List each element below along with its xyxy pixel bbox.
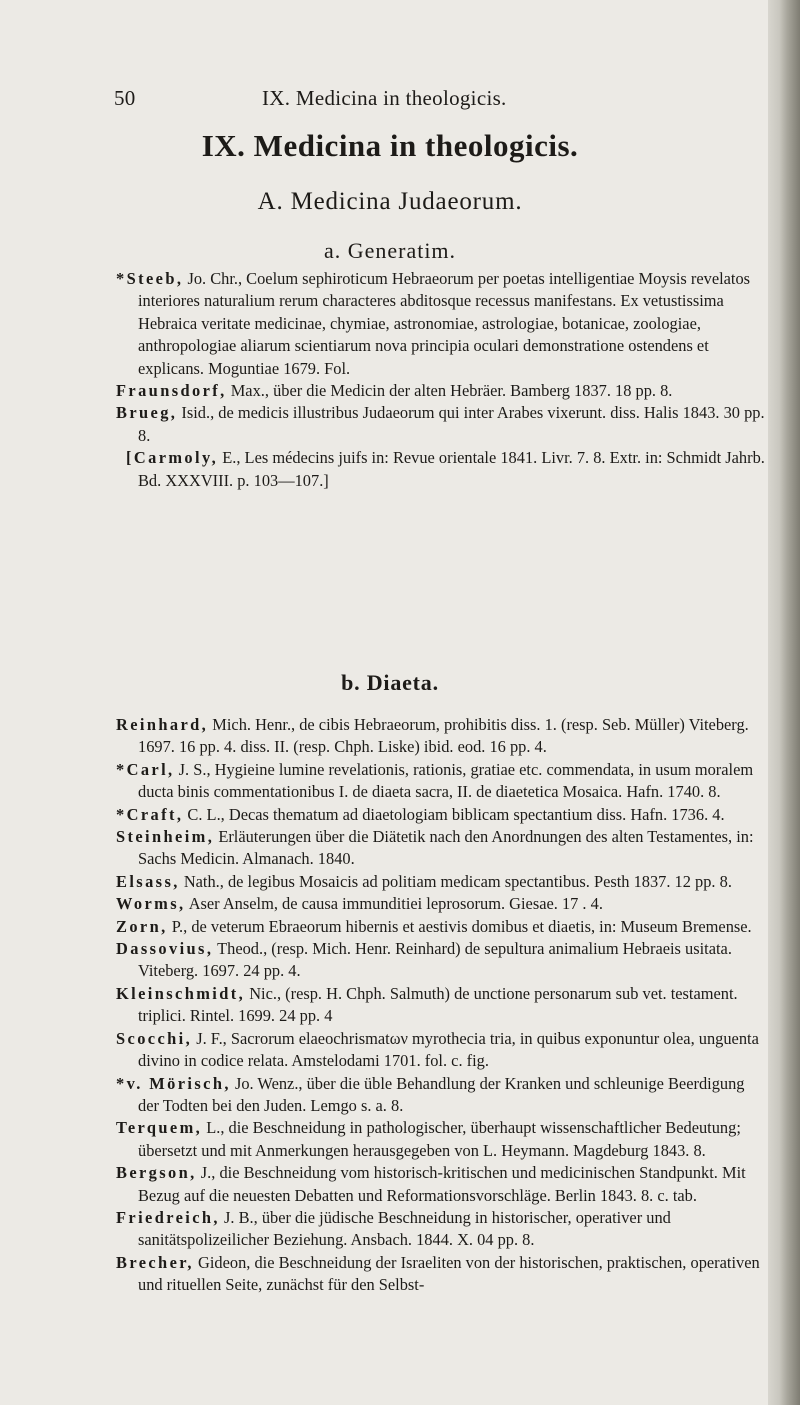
entry-text: Aser Anselm, de causa immunditiei leprosorum. Giesae. 17 . 4. [185, 894, 603, 914]
entry-author: Steinheim, [116, 827, 215, 847]
bibliography-entry [116, 714, 766, 759]
entry-author: Friedreich, [116, 1207, 220, 1227]
bibliography-entry [116, 871, 766, 893]
entry-text: Isid., de medicis illustribus Judaeorum qui inter Arabes vixerunt. diss. Halis 1843. 30 pp. 8. [138, 403, 765, 445]
entry-text: Nic., (resp. H. Chph. Salmuth) de unctione personarum sub vet. testament. triplici. Rintel. 1699. 24 pp. 4 [138, 983, 738, 1026]
entry-author: Elsass, [116, 871, 180, 891]
bibliography-entry [116, 380, 766, 402]
entry-author: Brecher, [116, 1252, 194, 1272]
bibliography-entry [116, 1117, 766, 1162]
entry-text: Theod., (resp. Mich. Henr. Reinhard) de sepultura animalium Hebraeis usitata. Viteberg. 1697. 24 pp. 4. [138, 939, 732, 981]
entry-author: Fraunsdorf, [116, 381, 227, 401]
bibliography-list-diaeta [116, 714, 766, 1297]
entry-author: Zorn, [116, 916, 168, 936]
running-title: IX. Medicina in theologicis. [262, 86, 507, 110]
entry-text: Gideon, die Beschneidung der Israeliten von der historischen, praktischen, operativen und rituellen Seite, zunächst für den Selbst- [138, 1252, 760, 1295]
entry-text: Jo. Wenz., über die üble Behandlung der Kranken und schleunige Beerdigung der Todten bei den Juden. Lemgo s. a. 8. [138, 1073, 745, 1115]
entry-text: Jo. Chr., Coelum sephiroticum Hebraeorum per poetas intelligentiae Moysis revelatos interiores naturalium rerum characteres abditosque recessus manifestans. Ex vetustissima Hebraica veritate medicinae, chymiae, astronomiae, astrologiae, botanicae, zoologiae, anthropologiae aliarum scientiarum nova principia oculari demonstratione ostendens et explicans. Moguntiae 1679. Fol. [138, 269, 751, 378]
chapter-title: IX. Medicina in theologicis. [201, 128, 579, 163]
entry-text: J., die Beschneidung vom historisch-kritischen und medicinischen Standpunkt. Mit Bezug auf die neuesten Debatten und Reformationsvorschläge. Berlin 1843. 8. c. tab. [138, 1163, 746, 1205]
entry-text: J. S., Hygieine lumine revelationis, rationis, gratiae etc. commendata, in usum moralem ducta binis commentationibus I. de diaeta sacra, II. de diaetetica Mosaica. Hafn. 1740. 8. [138, 759, 754, 802]
entry-text: J. F., Sacrorum elaeochrismatων myrothecia tria, in quibus exponuntur olea, unguenta divino in codice relata. Amstelodami 1701. fol. c. fig. [138, 1028, 759, 1071]
entry-author: Reinhard, [116, 715, 209, 734]
bibliography-entry [116, 759, 766, 804]
bibliography-entry [116, 1162, 766, 1207]
bibliography-entry [116, 1028, 766, 1073]
entry-author: *Carl, [116, 759, 175, 779]
bibliography-entry [116, 938, 766, 983]
bibliography-entry [116, 1073, 766, 1118]
entry-author: *v. Mörisch, [116, 1073, 231, 1093]
bibliography-entry [116, 1252, 766, 1297]
entry-author: [Carmoly, [126, 448, 219, 468]
entry-author: *Steeb, [116, 269, 184, 288]
page-number: 50 [114, 86, 136, 110]
entry-text: J. B., über die jüdische Beschneidung in historischer, operativer und sanitätspolizeilicher Beziehung. Ansbach. 1844. X. 04 pp. 8. [138, 1207, 671, 1250]
subsection-heading-generatim: a. Generatim. [323, 238, 457, 263]
bibliography-entry [116, 826, 766, 871]
entry-text: L., die Beschneidung in pathologischer, überhaupt wissenschaftlicher Bedeutung; übersetzt und mit Anmerkungen herausgegeben von L. Heymann. Magdeburg 1843. 8. [138, 1118, 741, 1160]
bibliography-entry [116, 1207, 766, 1252]
entry-author: Dassovius, [116, 939, 214, 959]
bibliography-entry [116, 983, 766, 1028]
bibliography-entry [116, 402, 766, 447]
bibliography-list-generatim [116, 268, 766, 492]
entry-text: Erläuterungen über die Diätetik nach den Anordnungen des alten Testamentes, in: Sachs Medicin. Almanach. 1840. [138, 827, 754, 869]
entry-author: Kleinschmidt, [116, 983, 246, 1003]
bibliography-entry [116, 893, 766, 915]
entry-text: Mich. Henr., de cibis Hebraeorum, prohibitis diss. 1. (resp. Seb. Müller) Viteberg. 1697. 16 pp. 4. diss. II. (resp. Chph. Liske) ibid. eod. 16 pp. 4. [138, 715, 749, 757]
entry-text: Max., über die Medicin der alten Hebräer. Bamberg 1837. 18 pp. 8. [226, 381, 673, 401]
entry-author: Worms, [116, 894, 186, 914]
subsection-heading-diaeta: b. Diaeta. [341, 670, 439, 695]
entry-author: *Craft, [116, 804, 184, 824]
entry-author: Scocchi, [116, 1028, 193, 1048]
entry-author: Brueg, [116, 403, 178, 423]
entry-text: Nath., de legibus Mosaicis ad politiam medicam spectantibus. Pesth 1837. 12 pp. 8. [179, 871, 732, 891]
bibliography-entry [116, 804, 766, 826]
entry-text: C. L., Decas thematum ad diaetologiam biblicam spectantium diss. Hafn. 1736. 4. [183, 804, 725, 824]
entry-author: Terquem, [116, 1118, 203, 1138]
section-title: A. Medicina Judaeorum. [257, 188, 523, 215]
bibliography-entry [116, 268, 766, 380]
bibliography-entry [116, 916, 766, 938]
entry-text: E., Les médecins juifs in: Revue orientale 1841. Livr. 7. 8. Extr. in: Schmidt Jahrb. Bd. XXXVIII. p. 103—107.] [138, 448, 765, 490]
entry-text: P., de veterum Ebraeorum hibernis et aestivis domibus et diaetis, in: Museum Bremense. [167, 916, 752, 936]
entry-author: Bergson, [116, 1163, 197, 1183]
bibliography-entry [116, 447, 766, 492]
